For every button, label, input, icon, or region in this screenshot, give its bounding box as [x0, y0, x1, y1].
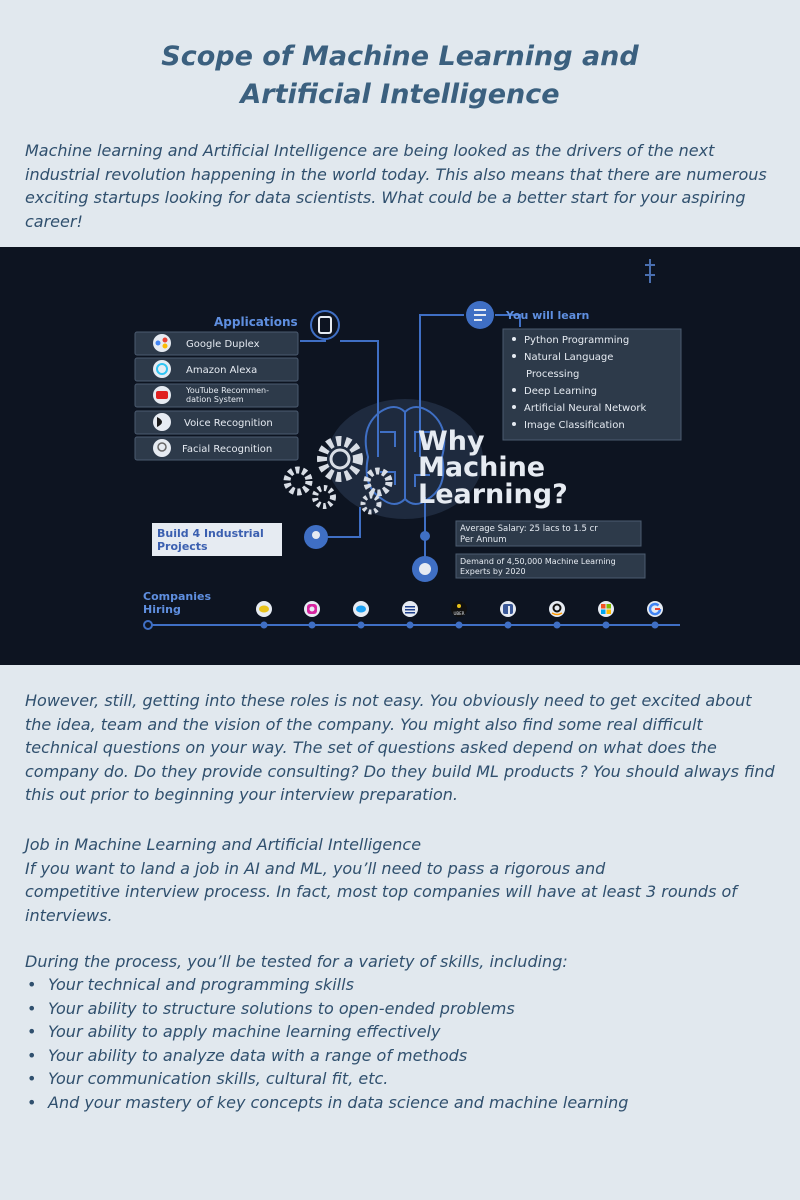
job-text-line-2: competitive interview process. In fact, most top companies will have at least 3 rounds of interviews.: [25, 882, 737, 925]
skill-text: Your technical and programming skills: [48, 975, 354, 994]
learn-item: Natural Language: [524, 352, 614, 363]
learn-item: Image Classification: [524, 420, 625, 431]
learn-item: Processing: [526, 369, 580, 380]
demand-line-1: Demand of 4,50,000 Machine Learning: [460, 557, 616, 566]
page-title: [0, 38, 800, 114]
skills-list: [25, 973, 628, 1115]
learn-item: Artificial Neural Network: [524, 403, 647, 414]
projects-line-2: Projects: [157, 540, 208, 553]
demand-line-2: Experts by 2020: [460, 567, 526, 576]
list-item: [25, 1067, 628, 1091]
app-item-google-duplex: [135, 332, 298, 355]
ml-infographic-banner: [0, 247, 800, 665]
bullet: •: [27, 998, 37, 1018]
bullet: •: [27, 1045, 37, 1065]
ibm-icon: [402, 601, 418, 617]
app-label: Facial Recognition: [182, 444, 273, 455]
tablet-icon: [311, 311, 339, 339]
projects-line-1: Build 4 Industrial: [157, 527, 264, 540]
learn-title: You will learn: [506, 309, 590, 322]
process-intro: During the process, you’ll be tested for a variety of skills, including:: [25, 952, 568, 971]
app-label: Google Duplex: [186, 339, 260, 350]
bullet: •: [27, 975, 37, 994]
demand-box: [456, 554, 645, 578]
skill-text: Your communication skills, cultural fit, etc.: [48, 1069, 389, 1089]
twitter-icon: [353, 601, 369, 617]
app-item-youtube: [135, 384, 298, 407]
title-line-1: Scope of Machine Learning and: [161, 41, 639, 72]
app-item-amazon-alexa: [135, 358, 298, 381]
uber-label: UBER: [453, 611, 465, 616]
google-icon: [647, 601, 663, 617]
bullet: •: [27, 1092, 37, 1112]
skill-text: Your ability to structure solutions to open-ended problems: [48, 998, 515, 1018]
app-label-line-1: YouTube Recommen-: [186, 386, 269, 395]
salary-box: [456, 521, 641, 546]
uber-icon: [451, 601, 467, 617]
intro-paragraph: Machine learning and Artificial Intelligence are being looked as the drivers of the next industrial revolution happening in the world today. This also means that there are numerous exciting startups looking for data scientists. What could be a better start for your aspiring career!: [25, 141, 767, 231]
skill-text: Your ability to analyze data with a range of methods: [48, 1045, 468, 1065]
companies-line-2: Hiring: [143, 603, 181, 616]
face-icon: [153, 439, 171, 457]
microsoft-icon: [598, 601, 614, 617]
instagram-icon: [304, 601, 320, 617]
projects-box: [152, 523, 282, 556]
skill-text: Your ability to apply machine learning effectively: [48, 1022, 441, 1042]
lemon-icon: [256, 601, 272, 617]
interview-difficulty-paragraph: However, still, getting into these roles is not easy. You obviously need to get excited about the idea, team and the vision of the company. You might also find some real difficult technical questions on your way. The set of questions asked depend on what does the company do. Do they provide consulting? Do they build ML products ? You should always find this out prior to beginning your interview preparation.: [25, 691, 775, 804]
app-item-facial-recognition: [135, 437, 298, 460]
timeline-start-node: [144, 621, 152, 629]
list-item: [25, 1044, 628, 1068]
salary-line-1: Average Salary: 25 lacs to 1.5 cr: [460, 524, 598, 534]
job-text-line-1: If you want to land a job in AI and ML, you’ll need to pass a rigorous and: [25, 858, 606, 878]
amazon-icon: [549, 601, 565, 617]
learn-item: Deep Learning: [524, 386, 597, 397]
center-line-1: Why: [418, 426, 485, 457]
demand-node-icon: [412, 556, 438, 582]
title-line-2: Artificial Intelligence: [240, 79, 560, 110]
job-heading: Job in Machine Learning and Artificial Intelligence: [25, 835, 422, 854]
app-label: Voice Recognition: [184, 418, 273, 429]
list-item: [25, 1091, 628, 1115]
salary-node-icon: [420, 531, 430, 541]
bulb-icon: [304, 525, 328, 549]
alexa-icon: [153, 360, 171, 378]
bullet: •: [27, 1069, 37, 1089]
infographic-svg: [0, 247, 800, 665]
list-item: [25, 997, 628, 1021]
list-item: [25, 1020, 628, 1044]
top-marker-icon: [645, 259, 655, 283]
list-item: [25, 973, 628, 997]
app-label: Amazon Alexa: [186, 365, 258, 376]
facebook-icon: [500, 601, 516, 617]
skill-text: And your mastery of key concepts in data science and machine learning: [48, 1092, 629, 1112]
app-item-voice-recognition: [135, 411, 298, 434]
bullet: •: [27, 1022, 37, 1042]
learn-item: Python Programming: [524, 335, 630, 346]
applications-title: Applications: [214, 315, 298, 329]
salary-line-2: Per Annum: [460, 535, 507, 545]
learn-doc-icon: [466, 301, 494, 329]
companies-line-1: Companies: [143, 590, 211, 603]
center-line-3: Learning?: [418, 479, 568, 510]
job-section: [25, 833, 777, 927]
learn-panel: [503, 329, 681, 440]
center-line-2: Machine: [418, 452, 546, 483]
app-label-line-2: dation System: [186, 395, 244, 404]
